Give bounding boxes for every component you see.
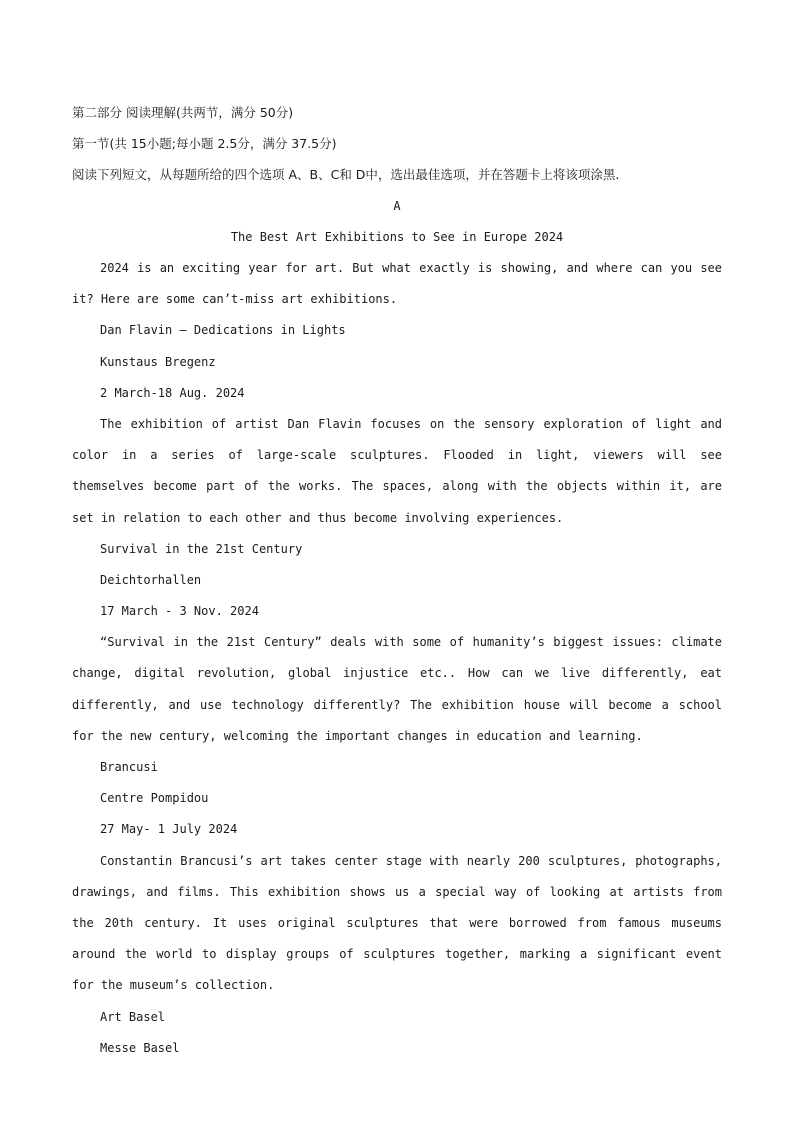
exhibition-dates: 17 March - 3 Nov. 2024 [100, 604, 259, 619]
exhibition-name: Survival in the 21st Century [100, 541, 303, 556]
passage-title: The Best Art Exhibitions to See in Europe 2024 [230, 229, 564, 244]
exhibition-venue: Messe Basel [100, 1040, 180, 1055]
section-heading: 第一节(共 15小题;每小题 2.5分，满分 37.5分) [72, 136, 337, 152]
exhibition-name: Art Basel [100, 1009, 166, 1024]
exhibition-dates: 2 March-18 Aug. 2024 [100, 385, 245, 400]
exhibition-description [72, 846, 722, 1002]
exhibition-venue: Centre Pompidou [100, 791, 209, 806]
instructions: 阅读下列短文，从每题所给的四个选项 A、B、C和 D中，选出最佳选项，并在答题卡上将该项涂黑. [72, 167, 620, 183]
exhibition-name: Brancusi [100, 760, 158, 775]
document-page [72, 97, 722, 1064]
exhibition-name: Dan Flavin — Dedications in Lights [100, 323, 346, 338]
exhibition-description [72, 409, 722, 534]
description-text: Constantin Brancusi’s art takes center stage with nearly 200 sculptures, photographs, drawings, and films. This exhibition shows us a special way of looking at artists from the 20th century. It uses original sculptures that were borrowed from famous museums around the world to display groups of sculptures together, marking a significant event for the museum’s collection. [72, 853, 722, 993]
exhibition-venue: Kunstaus Bregenz [100, 354, 216, 369]
passage-label: A [393, 198, 401, 213]
description-text: “Survival in the 21st Century” deals with some of humanity’s biggest issues: climate change, digital revolution, global injustice etc.. How can we live differently, eat differently, and use technology differently? The exhibition house will become a school for the new century, welcoming the important changes in education and learning. [72, 635, 722, 743]
intro-text: 2024 is an exciting year for art. But what exactly is showing, and where can you see it? Here are some can’t-miss art exhibitions. [72, 260, 722, 307]
description-text: The exhibition of artist Dan Flavin focuses on the sensory exploration of light and color in a series of large-scale sculptures. Flooded in light, viewers will see themselves become part of the works. The spaces, along with the objects within it, are set in relation to each other and thus become involving experiences. [72, 416, 722, 525]
exhibition-venue: Deichtorhallen [100, 572, 202, 587]
part-heading: 第二部分 阅读理解(共两节，满分 50分) [72, 105, 294, 120]
intro-paragraph [72, 253, 722, 315]
exhibition-dates: 27 May- 1 July 2024 [100, 822, 238, 837]
exhibition-description [72, 627, 722, 752]
